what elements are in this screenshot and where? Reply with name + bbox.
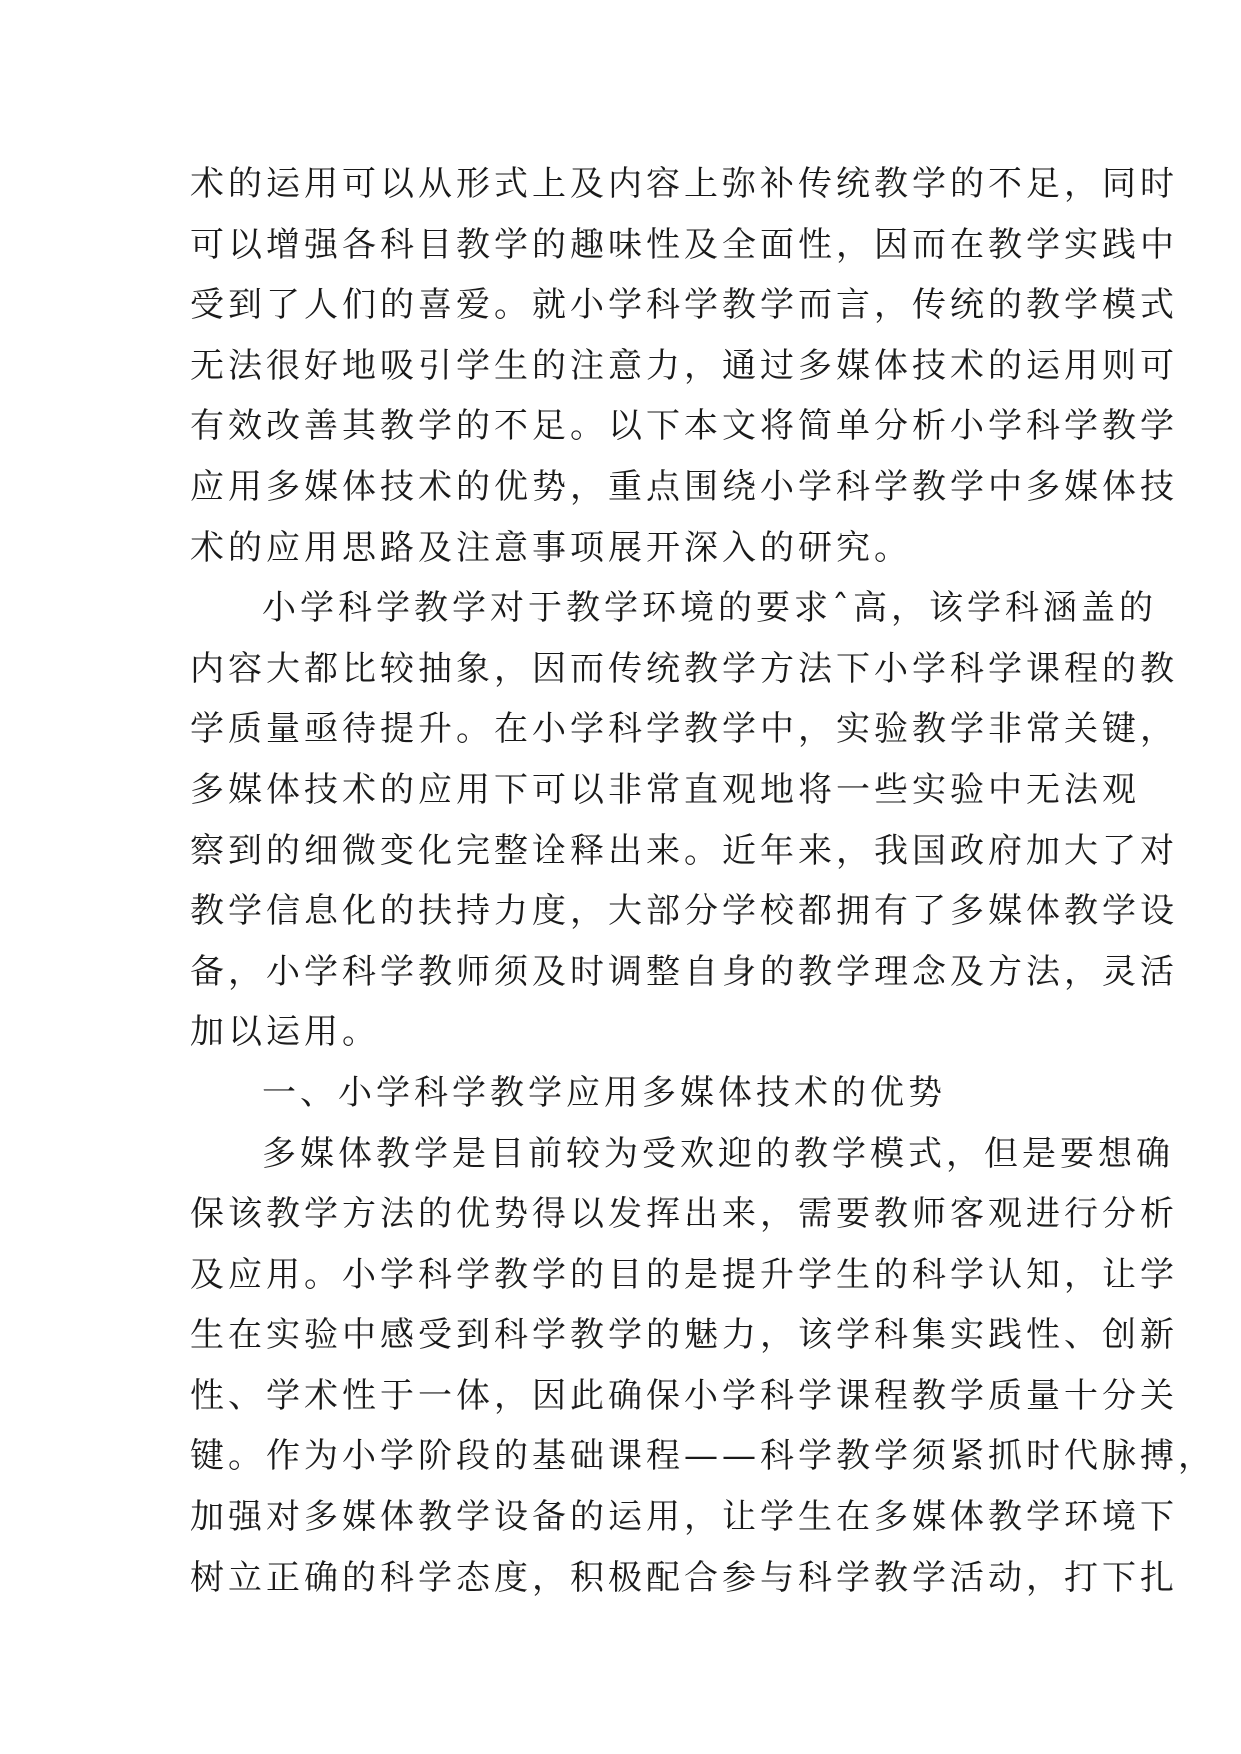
- text-line: 生在实验中感受到科学教学的魅力，该学科集实践性、创新: [190, 1315, 1178, 1356]
- text-line: 教学信息化的扶持力度，大部分学校都拥有了多媒体教学设: [190, 891, 1178, 932]
- text-line: 察到的细微变化完整诠释出来。近年来，我国政府加大了对: [190, 830, 1178, 871]
- text-line: 保该教学方法的优势得以发挥出来，需要教师客观进行分析: [190, 1194, 1178, 1235]
- text-line: 多媒体技术的应用下可以非常直观地将一些实验中无法观: [190, 769, 1140, 810]
- text-line: 小学科学教学对于教学环境的要求ˆ高，该学科涵盖的: [262, 588, 1157, 629]
- body-text: [190, 154, 1216, 1608]
- text-line: 术的应用思路及注意事项展开深入的研究。: [190, 527, 912, 568]
- text-line: 应用多媒体技术的优势，重点围绕小学科学教学中多媒体技: [190, 466, 1178, 507]
- text-line: 一、小学科学教学应用多媒体技术的优势: [262, 1072, 946, 1113]
- text-line: 学质量亟待提升。在小学科学教学中，实验教学非常关键，: [190, 709, 1178, 750]
- text-line: 备，小学科学教师须及时调整自身的教学理念及方法，灵活: [190, 951, 1178, 992]
- text-line: 及应用。小学科学教学的目的是提升学生的科学认知，让学: [190, 1254, 1178, 1295]
- text-line: 性、学术性于一体，因此确保小学科学课程教学质量十分关: [190, 1375, 1178, 1416]
- text-line: 加以运用。: [190, 1012, 380, 1053]
- text-line: 内容大都比较抽象，因而传统教学方法下小学科学课程的教: [190, 648, 1178, 689]
- text-line: 树立正确的科学态度，积极配合参与科学教学活动，打下扎: [190, 1557, 1178, 1598]
- text-line: 可以增强各科目教学的趣味性及全面性，因而在教学实践中: [190, 224, 1178, 265]
- text-line: 无法很好地吸引学生的注意力，通过多媒体技术的运用则可: [190, 345, 1178, 386]
- text-line: 受到了人们的喜爱。就小学科学教学而言，传统的教学模式: [190, 285, 1178, 326]
- text-line: 加强对多媒体教学设备的运用，让学生在多媒体教学环境下: [190, 1497, 1178, 1538]
- text-line: 多媒体教学是目前较为受欢迎的教学模式，但是要想确: [262, 1133, 1174, 1174]
- text-line: 术的运用可以从形式上及内容上弥补传统教学的不足，同时: [190, 164, 1178, 204]
- text-line: 有效改善其教学的不足。以下本文将简单分析小学科学教学: [190, 406, 1178, 447]
- text-line: 键。作为小学阶段的基础课程——科学教学须紧抓时代脉搏，: [190, 1436, 1216, 1477]
